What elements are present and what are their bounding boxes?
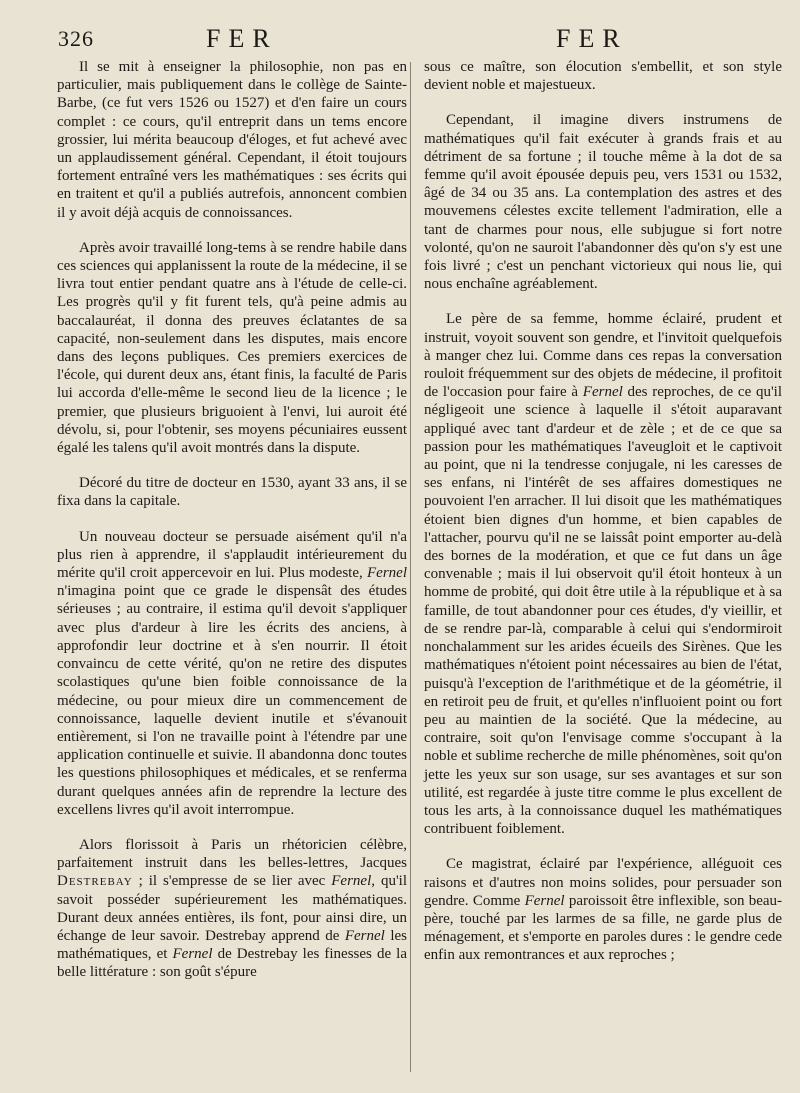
paragraph: Cependant, il imagine divers instrumens de mathématiques qu'il fait exécuter à grands frais et au détriment de sa fortune ; il touche même à la dot de sa femme qu'il avoit épousée depuis peu, vers 1531 ou 1532, âgé de 34 ou 35 ans. La contemplation des astres et des mouvemens célestes excite tellement l'admiration, elle a tant de charmes pour nous, elle subjugue si fort notre volonté, qu'on ne sauroit l'abandonner dès qu'on s'y est une fois livré ; c'est un penchant victorieux qui nous lie, qui nous enchaîne agréablement.: [424, 112, 782, 293]
left-running-title: FER: [206, 24, 278, 53]
text-run: des reproches, de ce qu'il négligeoit une science à laquelle il s'étoit auparavant appliqué avec tant d'ardeur et de zèle ; et de ce que sa passion pour les mathématiques l'aveugloit et le captivoit au point, que ni la tendresse conjugale, ni les caresses de ses enfans, ni l'intérêt de ses affaires domestiques ne pouvoient l'en arracher. Il lui disoit que les mathématiques étoient bien dignes d'un homme, et bien capables de l'attacher, pourvu qu'il ne se laissât point emporter au-delà des bornes de la modération, et que ce fut dans un âge convenable ; mais il lui observoit qu'il étoit honteux à un homme de probité, qui doit être utile à la république et à sa famille, de tout abandonner pour ces études, d'y vieillir, et de se rendre par-là, comparable à celui qui s'endormiroit nonchalamment sur les arides écueils des Sirènes. Que les mathématiques n'étoient point nécessaires au bien de l'état, puisqu'à l'exception de l'arithmétique et de la géométrie, il en retiroit peu de fruit, et qu'elles n'influoient point ou fort peu au maintien de la société. Que la médecine, au contraire, soit qu'on l'envisage comme s'occupant à la noble et sublime recherche de mille phénomènes, soit qu'on jette les yeux sur son usage, sur ses avantages et sur son utilité, est regardée à juste titre comme le plus excellent de tous les arts, à la connoissance duquel les mathématiques contribuent foiblement.: [424, 384, 783, 838]
person-name: Fernel: [524, 892, 565, 909]
paragraph: Il se mit à enseigner la philosophie, non pas en particulier, mais publiquement dans le collège de Sainte-Barbe, (ce fut vers 1526 ou 1527) et d'en faire un cours complet : ce cours, qu'il entreprit dans un tems encore grossier, lui mérita beaucoup d'éloges, et fut achevé avec un applaudissement général. Cependant, il étoit toujours fortement entraîné vers les mathématiques : ses écrits qui en traitent et qu'il a publiés autrefois, annoncent combien il y avoit déjà acquis de connoissances.: [57, 59, 407, 221]
text-run: Alors florissoit à Paris un rhétoricien célèbre, parfaitement instruit dans les belles-lettres, Jacques: [57, 836, 407, 872]
person-name: Fernel: [331, 873, 372, 890]
paragraph: [424, 310, 782, 838]
text-run: paroissoit être inflexible, son beau-père, touché par les larmes de sa fille, ne garde plus de ménagement, et s'emporte en paroles dures : le gendre cede enfin aux remontrances et aux reproches ;: [424, 892, 783, 964]
paragraph: Décoré du titre de docteur en 1530, ayant 33 ans, il se fixa dans la capitale.: [57, 475, 407, 510]
text-run: de Destrebay les finesses de la belle littérature : son goût s'épure: [57, 946, 407, 981]
page-number: 326: [58, 26, 94, 51]
paragraph: [57, 836, 407, 982]
column-divider: [410, 62, 411, 1072]
person-name: Destrebay: [57, 873, 133, 890]
text-run: Ce magistrat, éclairé par l'expérience, alléguoit ces raisons et d'autres non moins solides, pour persuader son gendre. Comme: [424, 856, 782, 909]
person-name: Fernel: [367, 565, 407, 582]
text-run: Un nouveau docteur se persuade aisément qu'il n'a plus rien à apprendre, il s'applaudit intérieurement du mérite qu'il croit appercevoir en lui. Plus modeste,: [57, 528, 407, 582]
text-run: les mathématiques, et: [57, 927, 407, 963]
running-header: [58, 24, 774, 58]
text-run: Le père de sa femme, homme éclairé, prudent et instruit, voyoit souvent son gendre, et l'invitoit quelquefois à manger chez lui. Comme dans ces repas la conversation rouloit fréquemment sur des objets de médecine, il profitoit de l'occasion pour faire à: [424, 311, 782, 401]
right-running-title: FER: [556, 24, 628, 53]
person-name: Fernel: [344, 927, 385, 944]
left-column: [57, 58, 407, 999]
paragraph: sous ce maître, son élocution s'embellit, et son style devient noble et majestueux.: [424, 59, 782, 94]
person-name: Fernel: [172, 946, 213, 963]
text-run: ; il s'empresse de se lier avec: [132, 873, 332, 890]
text-run: , qu'il savoit posséder supérieurement les mathématiques. Durant deux années entières, ils font, pour ainsi dire, un échange de leur savoir. Destrebay apprend de: [57, 873, 407, 944]
paragraph: Après avoir travaillé long-tems à se rendre habile dans ces sciences qui applanissent la route de la médecine, il se livra tout entier pendant quatre ans à l'étude de celle-ci. Les progrès qu'il y fit furent tels, qu'à peine admis au baccalauréat, il donna des preuves éclatantes de sa capacité, non-seulement dans les disputes, mais encore dans des leçons publiques. Ces premiers exercices de l'école, qui durent deux ans, étant finis, la faculté de Paris lui accorda d'elle-même le second lieu de la licence ; le premier, que plusieurs briguoient à l'envi, lui auroit été dévolu, si, pour l'obtenir, ses moyens pécuniaires eussent égalé les talens qu'il avoit montrés dans la dispute.: [57, 239, 407, 457]
text-run: n'imagina point que ce grade le dispensât des études sérieuses ; au contraire, il estima qu'il devoit s'appliquer avec plus d'ardeur à lire les écrits des anciens, à approfondir leur doctrine et à s'en nourrir. Il étoit convaincu de cette vérité, qu'on ne retire des disputes scolastiques qu'une bien foible connoissance de la médecine, ou pour mieux dire un commencement de connoissance, laquelle devient inutile et s'évanouit entièrement, si l'on ne travaille point à l'étendre par une application continuelle et suivie. Il abandonna donc toutes les questions philosophiques et médicales, et se renferma durant quelques années afin de reprendre la lecture des excellens livres qu'il avoit interrompue.: [57, 583, 407, 818]
right-column: [424, 58, 782, 982]
paragraph: [424, 855, 782, 964]
paragraph: [57, 528, 407, 819]
person-name: Fernel: [582, 384, 623, 401]
